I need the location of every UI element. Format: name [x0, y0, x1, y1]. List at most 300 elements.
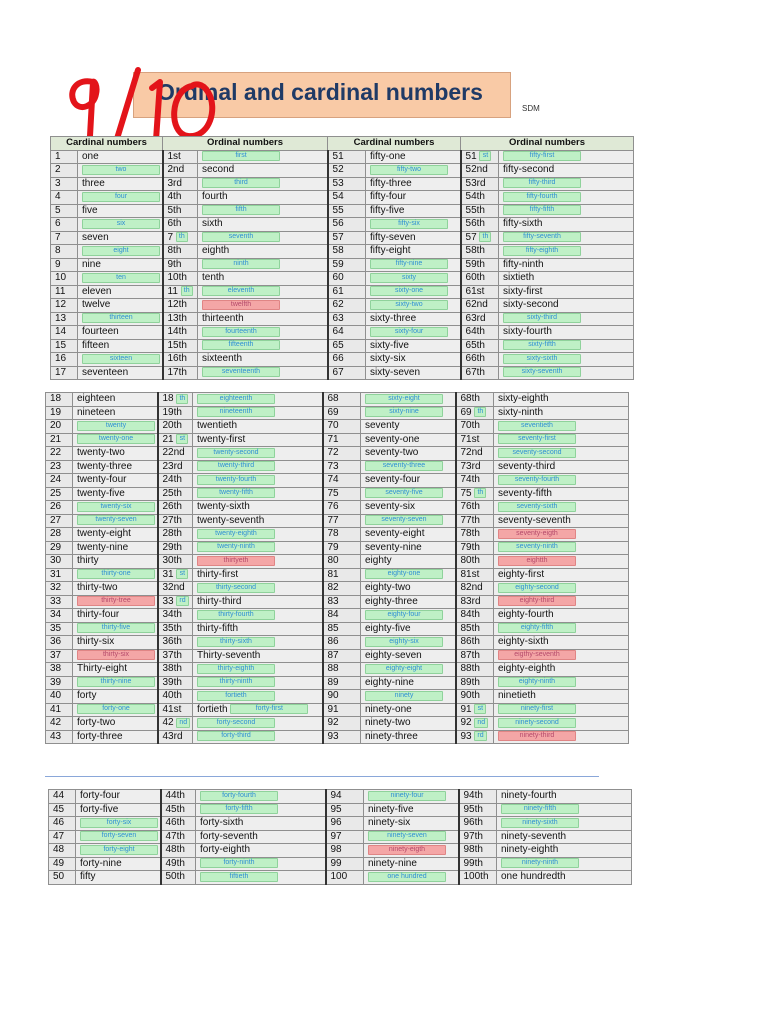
cardinal-word: forty-five: [80, 803, 119, 815]
ordinal-abbr: 46th: [165, 817, 185, 829]
ordinal-answer-tag[interactable]: fifty-seventh: [503, 232, 581, 242]
cardinal-word: seventy-eight: [365, 528, 425, 540]
cardinal-answer-tag[interactable]: ninety-four: [368, 791, 446, 801]
cardinal-cell: [366, 299, 461, 313]
cardinal-cell: [361, 447, 456, 461]
cardinal-answer-tag[interactable]: six: [82, 219, 160, 229]
ordinal-abbr: 7: [167, 231, 174, 243]
ordinal-answer-tag[interactable]: forty-second: [197, 718, 275, 728]
number-cell: 79: [323, 541, 361, 555]
table-row: [51, 339, 634, 353]
cardinal-answer-tag[interactable]: sixty-two: [370, 300, 448, 310]
ordinal-answer-tag[interactable]: twelfth: [202, 300, 280, 310]
ordinal-suffix-tag[interactable]: rd: [474, 731, 486, 741]
cardinal-word: sixty-three: [370, 312, 417, 324]
ordinal-abbr: 35th: [162, 622, 182, 634]
ordinal-abbr: 91: [460, 703, 472, 715]
cardinal-answer-tag[interactable]: sixty-one: [370, 286, 448, 296]
ordinal-word-cell: [193, 501, 323, 515]
table-row: [46, 703, 629, 717]
cardinal-answer-tag[interactable]: thirty-one: [77, 569, 155, 579]
ordinal-abbr: 5th: [167, 204, 182, 216]
ordinal-abbr-cell: [461, 285, 499, 299]
ordinal-answer-tag[interactable]: eighty-ninth: [498, 677, 576, 687]
ordinal-abbr: 24th: [162, 474, 182, 486]
ordinal-answer-tag[interactable]: twenty-fourth: [197, 475, 275, 485]
ordinal-word: sixty-eighth: [498, 393, 549, 405]
ordinal-word-cell: [198, 177, 328, 191]
cardinal-cell: [78, 191, 163, 205]
ordinal-answer-tag[interactable]: eighty-third: [498, 596, 576, 606]
number-cell: 23: [46, 460, 73, 474]
cardinal-cell: [73, 447, 158, 461]
number-cell: 47: [49, 830, 76, 844]
ordinal-abbr: 47th: [165, 830, 185, 842]
ordinal-answer-tag[interactable]: forty-fifth: [200, 804, 278, 814]
ordinal-answer-tag[interactable]: forty-fourth: [200, 791, 278, 801]
ordinal-answer-tag[interactable]: ninety-fifth: [501, 804, 579, 814]
cardinal-cell: [73, 528, 158, 542]
ordinal-answer-tag[interactable]: eighteenth: [197, 394, 275, 404]
cardinal-answer-tag[interactable]: twenty: [77, 421, 155, 431]
cardinal-cell: [78, 258, 163, 272]
cardinal-cell: [78, 245, 163, 259]
ordinal-word: fifty-sixth: [503, 218, 543, 230]
ordinal-word: second: [202, 164, 235, 176]
ordinal-answer-tag[interactable]: thirty-fourth: [197, 610, 275, 620]
cardinal-word: Thirty-eight: [77, 663, 128, 675]
number-cell: 30: [46, 555, 73, 569]
cardinal-cell: [366, 258, 461, 272]
ordinal-abbr: 67th: [465, 366, 485, 378]
number-cell: 12: [51, 299, 78, 313]
cardinal-word: twenty-five: [77, 487, 125, 499]
cardinal-answer-tag[interactable]: thirty-nine: [77, 677, 155, 687]
ordinal-word-cell: [193, 730, 323, 744]
cardinal-answer-tag[interactable]: forty-one: [77, 704, 155, 714]
cardinal-answer-tag[interactable]: forty-seven: [80, 831, 158, 841]
ordinal-abbr-cell: [456, 663, 494, 677]
cardinal-cell: [366, 339, 461, 353]
ordinal-answer-tag[interactable]: fourteenth: [202, 327, 280, 337]
ordinal-abbr: 62nd: [465, 299, 488, 311]
ordinal-word-cell: [198, 339, 328, 353]
ordinal-answer-tag[interactable]: ninety-sixth: [501, 818, 579, 828]
ordinal-abbr-cell: [163, 258, 198, 272]
ordinal-abbr-cell: [158, 636, 193, 650]
table-row: [51, 204, 634, 218]
ordinal-abbr-cell: [161, 817, 196, 831]
ordinal-word-cell: [499, 312, 634, 326]
ordinal-word-cell: [198, 218, 328, 232]
ordinal-suffix-tag[interactable]: st: [176, 434, 188, 444]
cardinal-answer-tag[interactable]: twenty-one: [77, 434, 155, 444]
cardinal-cell: [361, 393, 456, 407]
cardinal-answer-tag[interactable]: thirty-six: [77, 650, 155, 660]
cardinal-answer-tag[interactable]: sixteen: [82, 354, 160, 364]
ordinal-word: eighty-fourth: [498, 609, 554, 621]
ordinal-answer-tag[interactable]: eighty-second: [498, 583, 576, 593]
cardinal-cell: [366, 150, 461, 164]
ordinal-suffix-tag[interactable]: th: [474, 488, 486, 498]
ordinal-word-cell: [499, 164, 634, 178]
ordinal-word-cell: [193, 622, 323, 636]
ordinal-answer-tag[interactable]: seventy-ninth: [498, 542, 576, 552]
ordinal-abbr-cell: [459, 803, 497, 817]
ordinal-answer-tag[interactable]: eightth: [498, 556, 576, 566]
table-row: [49, 871, 632, 885]
ordinal-answer-tag[interactable]: sixty-sixth: [503, 354, 581, 364]
cardinal-answer-tag[interactable]: fifty-six: [370, 219, 448, 229]
ordinal-abbr: 63rd: [465, 312, 486, 324]
cardinal-answer-tag[interactable]: ninety-seven: [368, 831, 446, 841]
cardinal-answer-tag[interactable]: eighty-six: [365, 637, 443, 647]
ordinal-answer-tag[interactable]: sixty-third: [503, 313, 581, 323]
cardinal-cell: [78, 204, 163, 218]
number-cell: 67: [328, 366, 366, 380]
ordinal-answer-tag[interactable]: third: [202, 178, 280, 188]
ordinal-abbr: 52nd: [465, 164, 488, 176]
cardinal-answer-tag[interactable]: one hundred: [368, 872, 446, 882]
ordinal-abbr: 12th: [167, 299, 187, 311]
ordinal-abbr-cell: [158, 717, 193, 731]
ordinal-abbr: 77th: [460, 514, 480, 526]
cardinal-cell: [78, 299, 163, 313]
number-cell: 86: [323, 636, 361, 650]
number-cell: 94: [326, 790, 364, 804]
ordinal-answer-tag[interactable]: first: [202, 151, 280, 161]
cardinal-answer-tag[interactable]: eighty-four: [365, 610, 443, 620]
ordinal-abbr-cell: [158, 447, 193, 461]
ordinal-word-cell: [193, 595, 323, 609]
ordinal-abbr: 4th: [167, 191, 182, 203]
cardinal-cell: [361, 703, 456, 717]
ordinal-answer-tag[interactable]: fifty-third: [503, 178, 581, 188]
cardinal-answer-tag[interactable]: eighty-one: [365, 569, 443, 579]
cardinal-answer-tag[interactable]: four: [82, 192, 160, 202]
cardinal-cell: [73, 703, 158, 717]
table-row: [46, 541, 629, 555]
cardinal-cell: [361, 501, 456, 515]
cardinal-word: sixty-five: [370, 339, 409, 351]
number-cell: 41: [46, 703, 73, 717]
cardinal-answer-tag[interactable]: sixty: [370, 273, 448, 283]
cardinal-answer-tag[interactable]: seventy-seven: [365, 515, 443, 525]
ordinal-suffix-tag[interactable]: th: [176, 394, 188, 404]
ordinal-answer-tag[interactable]: seventy-eigth: [498, 529, 576, 539]
ordinal-abbr-cell: [461, 326, 499, 340]
ordinal-word-cell: [494, 447, 629, 461]
ordinal-answer-tag[interactable]: ninety-ninth: [501, 858, 579, 868]
ordinal-word: fifty-second: [503, 164, 555, 176]
ordinal-suffix-tag[interactable]: th: [479, 232, 491, 242]
cardinal-cell: [73, 582, 158, 596]
cardinal-cell: [78, 164, 163, 178]
cardinal-word: twenty-nine: [77, 541, 129, 553]
ordinal-answer-tag[interactable]: thirty-ninth: [197, 677, 275, 687]
ordinal-abbr-cell: [158, 474, 193, 488]
cardinal-answer-tag[interactable]: thirty-five: [77, 623, 155, 633]
ordinal-abbr-cell: [459, 871, 497, 885]
ordinal-answer-tag[interactable]: seventieth: [498, 421, 576, 431]
table-row: [49, 803, 632, 817]
ordinal-answer-tag[interactable]: seventh: [202, 232, 280, 242]
ordinal-word-cell: [494, 501, 629, 515]
ordinal-abbr-cell: [158, 595, 193, 609]
ordinal-word-cell: [494, 649, 629, 663]
ordinal-abbr-cell: [456, 690, 494, 704]
ordinal-answer-tag[interactable]: ninety-third: [498, 731, 576, 741]
ordinal-word-cell: [494, 676, 629, 690]
cardinal-answer-tag[interactable]: forty-six: [80, 818, 158, 828]
cardinal-answer-tag[interactable]: fifty-nine: [370, 259, 448, 269]
cardinal-answer-tag[interactable]: twenty-seven: [77, 515, 155, 525]
ordinal-word-cell: [193, 420, 323, 434]
ordinal-abbr: 75: [460, 487, 472, 499]
ordinal-word-cell: [499, 353, 634, 367]
ordinal-suffix-tag[interactable]: nd: [474, 718, 488, 728]
ordinal-abbr: 41st: [162, 703, 182, 715]
number-cell: 8: [51, 245, 78, 259]
ordinal-suffix-tag[interactable]: th: [474, 407, 486, 417]
cardinal-word: seventy-four: [365, 474, 421, 486]
ordinal-answer-tag[interactable]: fifty-first: [503, 151, 581, 161]
ordinal-answer-tag[interactable]: seventeenth: [202, 367, 280, 377]
ordinal-word-cell: [494, 568, 629, 582]
ordinal-suffix-tag[interactable]: st: [479, 151, 491, 161]
ordinal-abbr: 8th: [167, 245, 182, 257]
ordinal-abbr: 51: [465, 150, 477, 162]
ordinal-word-cell: [499, 258, 634, 272]
ordinal-answer-tag[interactable]: fifty-fifth: [503, 205, 581, 215]
cardinal-cell: [366, 326, 461, 340]
ordinal-answer-tag[interactable]: sixty-seventh: [503, 367, 581, 377]
ordinal-answer-tag[interactable]: eigthy-seventh: [498, 650, 576, 660]
ordinal-answer-tag[interactable]: seventy-fourth: [498, 475, 576, 485]
ordinal-abbr-cell: [456, 730, 494, 744]
ordinal-abbr-cell: [163, 299, 198, 313]
ordinal-answer-tag[interactable]: thirty-sixth: [197, 637, 275, 647]
ordinal-abbr-cell: [456, 622, 494, 636]
number-cell: 84: [323, 609, 361, 623]
ordinal-abbr-cell: [459, 830, 497, 844]
number-cell: 14: [51, 326, 78, 340]
ordinal-word-cell: [497, 790, 632, 804]
ordinal-answer-tag[interactable]: seventy-sixth: [498, 502, 576, 512]
ordinal-answer-tag[interactable]: fifth: [202, 205, 280, 215]
ordinal-word-cell: [193, 447, 323, 461]
number-cell: 50: [49, 871, 76, 885]
ordinal-abbr-cell: [461, 218, 499, 232]
cardinal-answer-tag[interactable]: thirty-tree: [77, 596, 155, 606]
ordinal-answer-tag[interactable]: nineteenth: [197, 407, 275, 417]
ordinal-abbr-cell: [459, 857, 497, 871]
ordinal-abbr: 98th: [463, 844, 483, 856]
cardinal-answer-tag[interactable]: ninety-eigth: [368, 845, 446, 855]
ordinal-abbr-cell: [456, 501, 494, 515]
ordinal-answer-tag[interactable]: fifteenth: [202, 340, 280, 350]
cardinal-answer-tag[interactable]: ninety: [365, 691, 443, 701]
cardinal-cell: [73, 474, 158, 488]
ordinal-answer-tag[interactable]: thirty-eighth: [197, 664, 275, 674]
ordinal-abbr: 59th: [465, 258, 485, 270]
ordinal-abbr: 20th: [162, 420, 182, 432]
cardinal-answer-tag[interactable]: forty-eight: [80, 845, 158, 855]
ordinal-abbr: 11: [167, 285, 178, 297]
ordinal-word-cell: [499, 191, 634, 205]
ordinal-word-cell: [193, 690, 323, 704]
number-cell: 68: [323, 393, 361, 407]
number-cell: 4: [51, 191, 78, 205]
number-cell: 44: [49, 790, 76, 804]
cardinal-word: seventy-nine: [365, 541, 422, 553]
cardinal-cell: [364, 790, 459, 804]
ordinal-answer-tag[interactable]: eighty-fifth: [498, 623, 576, 633]
cardinal-answer-tag[interactable]: seventy-three: [365, 461, 443, 471]
ordinal-word: thirty-first: [197, 568, 239, 580]
number-cell: 3: [51, 177, 78, 191]
ordinal-abbr: 3rd: [167, 177, 182, 189]
ordinal-abbr-cell: [163, 285, 198, 299]
cardinal-answer-tag[interactable]: sixty-four: [370, 327, 448, 337]
ordinal-answer-tag[interactable]: seventy-first: [498, 434, 576, 444]
ordinal-abbr: 2nd: [167, 164, 185, 176]
cardinal-cell: [366, 272, 461, 286]
number-cell: 38: [46, 663, 73, 677]
ordinal-answer-tag[interactable]: fortieth: [197, 691, 275, 701]
ordinal-answer-tag[interactable]: twenty-fifth: [197, 488, 275, 498]
number-cell: 7: [51, 231, 78, 245]
ordinal-answer-tag[interactable]: forty-ninth: [200, 858, 278, 868]
cardinal-word: seventy-two: [365, 447, 419, 459]
number-cell: 15: [51, 339, 78, 353]
number-cell: 58: [328, 245, 366, 259]
cardinal-answer-tag[interactable]: thirteen: [82, 313, 160, 323]
number-cell: 52: [328, 164, 366, 178]
cardinal-answer-tag[interactable]: ten: [82, 273, 160, 283]
cardinal-answer-tag[interactable]: sixty-nine: [365, 407, 443, 417]
ordinal-abbr: 48th: [165, 844, 185, 856]
ordinal-answer-tag[interactable]: twenty-ninth: [197, 542, 275, 552]
ordinal-answer-tag[interactable]: forty-first: [230, 704, 308, 714]
ordinal-answer-tag[interactable]: twenty-eighth: [197, 529, 275, 539]
ordinal-word: Thirty-seventh: [197, 649, 261, 661]
ordinal-suffix-tag[interactable]: rd: [176, 596, 188, 606]
ordinal-answer-tag[interactable]: ninety-second: [498, 718, 576, 728]
cardinal-cell: [73, 541, 158, 555]
cardinal-answer-tag[interactable]: sixty-eight: [365, 394, 443, 404]
cardinal-answer-tag[interactable]: two: [82, 165, 160, 175]
ordinal-answer-tag[interactable]: twenty-second: [197, 448, 275, 458]
ordinal-suffix-tag[interactable]: th: [176, 232, 188, 242]
ordinal-answer-tag[interactable]: thirty-second: [197, 583, 275, 593]
ordinal-abbr-cell: [456, 420, 494, 434]
ordinal-word-cell: [196, 817, 326, 831]
ordinal-word: seventy-third: [498, 460, 556, 472]
table-header-row: [51, 137, 634, 151]
table-row: [46, 717, 629, 731]
table-row: [46, 690, 629, 704]
ordinal-suffix-tag[interactable]: st: [176, 569, 188, 579]
ordinal-abbr-cell: [163, 218, 198, 232]
ordinal-answer-tag[interactable]: ninth: [202, 259, 280, 269]
cardinal-cell: [361, 406, 456, 420]
ordinal-abbr: 90th: [460, 690, 480, 702]
ordinal-abbr: 55th: [465, 204, 485, 216]
ordinal-abbr-cell: [158, 703, 193, 717]
ordinal-word-cell: [198, 204, 328, 218]
ordinal-suffix-tag[interactable]: st: [474, 704, 486, 714]
cardinal-answer-tag[interactable]: eighty-eight: [365, 664, 443, 674]
number-cell: 16: [51, 353, 78, 367]
ordinal-answer-tag[interactable]: fiftieth: [200, 872, 278, 882]
cardinal-word: fifty-three: [370, 177, 412, 189]
cardinal-cell: [76, 871, 161, 885]
ordinal-word-cell: [494, 730, 629, 744]
ordinal-word-cell: [494, 406, 629, 420]
ordinal-abbr-cell: [163, 204, 198, 218]
cardinal-answer-tag[interactable]: twenty-six: [77, 502, 155, 512]
ordinal-word-cell: [193, 636, 323, 650]
divider-line: [45, 776, 599, 777]
table-row: [46, 582, 629, 596]
ordinal-abbr: 68th: [460, 393, 480, 405]
ordinal-answer-tag[interactable]: sixty-fifth: [503, 340, 581, 350]
cardinal-word: fifteen: [82, 339, 110, 351]
cardinal-word: forty-three: [77, 730, 123, 742]
ordinal-answer-tag[interactable]: seventy-second: [498, 448, 576, 458]
ordinal-answer-tag[interactable]: fifty-fourth: [503, 192, 581, 202]
cardinal-cell: [73, 433, 158, 447]
ordinal-answer-tag[interactable]: twenty-third: [197, 461, 275, 471]
ordinal-abbr: 43rd: [162, 730, 183, 742]
cardinal-cell: [361, 460, 456, 474]
cardinal-answer-tag[interactable]: fifty-two: [370, 165, 448, 175]
number-cell: 70: [323, 420, 361, 434]
ordinal-abbr-cell: [158, 541, 193, 555]
cardinal-cell: [366, 204, 461, 218]
number-cell: 89: [323, 676, 361, 690]
ordinal-answer-tag[interactable]: thirtyeth: [197, 556, 275, 566]
number-cell: 81: [323, 568, 361, 582]
ordinal-abbr: 82nd: [460, 582, 483, 594]
table-row: [49, 817, 632, 831]
ordinal-answer-tag[interactable]: eleventh: [202, 286, 280, 296]
cardinal-answer-tag[interactable]: seventy-five: [365, 488, 443, 498]
ordinal-word-cell: [499, 204, 634, 218]
table-row: [49, 830, 632, 844]
ordinal-answer-tag[interactable]: fifty-eighth: [503, 246, 581, 256]
ordinal-answer-tag[interactable]: forty-third: [197, 731, 275, 741]
number-cell: 87: [323, 649, 361, 663]
ordinal-abbr: 40th: [162, 690, 182, 702]
ordinal-answer-tag[interactable]: ninety-first: [498, 704, 576, 714]
number-cell: 49: [49, 857, 76, 871]
number-cell: 95: [326, 803, 364, 817]
ordinal-word-cell: [494, 663, 629, 677]
number-cell: 74: [323, 474, 361, 488]
ordinal-word-cell: [193, 663, 323, 677]
ordinal-abbr-cell: [461, 150, 499, 164]
table-row: [51, 312, 634, 326]
cardinal-word: eighty: [365, 555, 392, 567]
cardinal-answer-tag[interactable]: eight: [82, 246, 160, 256]
ordinal-suffix-tag[interactable]: nd: [176, 718, 190, 728]
table-row: [46, 636, 629, 650]
ordinal-word-cell: [196, 803, 326, 817]
ordinal-suffix-tag[interactable]: th: [181, 286, 193, 296]
ordinal-abbr: 96th: [463, 817, 483, 829]
